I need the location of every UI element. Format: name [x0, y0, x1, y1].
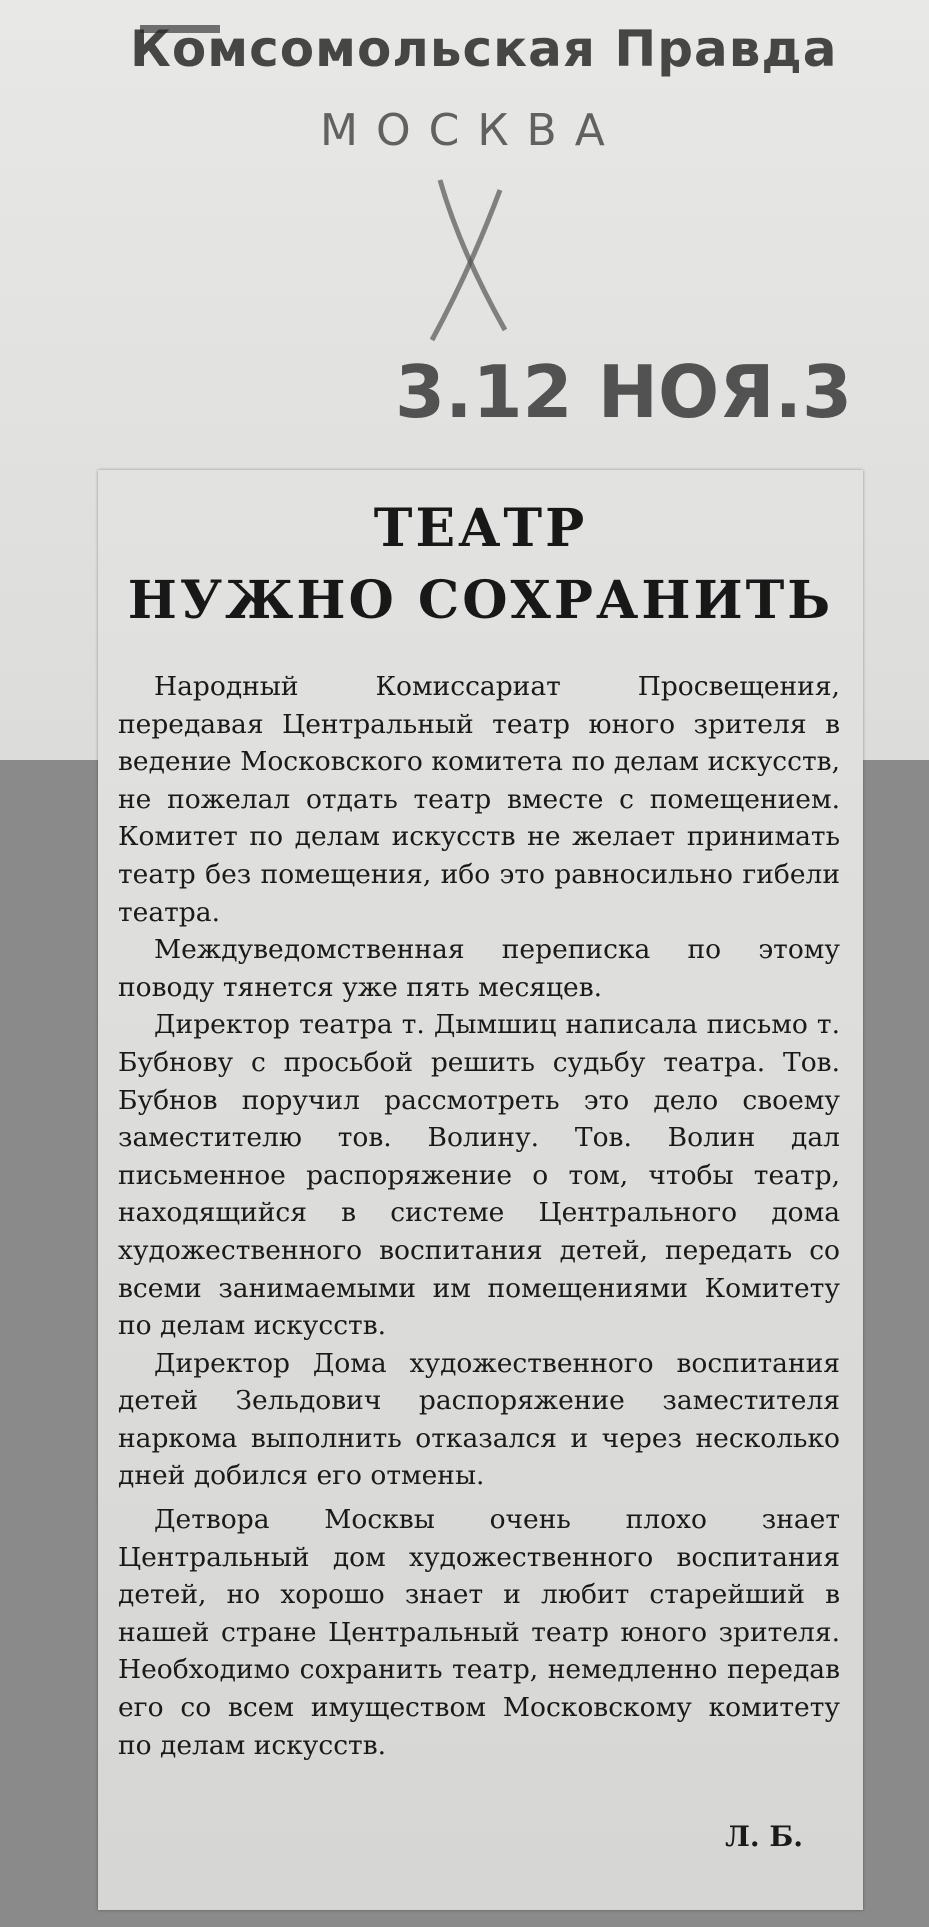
article-paragraph: Междуведомственная переписка по этому поводу тянется уже пять месяцев. [118, 934, 840, 1003]
article-paragraph: Директор театра т. Дымшиц написала письмо т. Бубнову с просьбой решить судьбу театра. Тов. Бубнов поручил рассмотреть это дело своему заместителю тов. Волину. Тов. Волин дал письменное распоряжение о том, чтобы театр, находящийся в системе Центрального дома художественного воспитания детей, передать со всеми занимаемыми им помещениями Комитету по делам искусств. [118, 1009, 840, 1342]
newspaper-clipping [98, 470, 863, 1910]
stamp-newspaper-name: Комсомольская Правда [130, 20, 838, 78]
stamp-date: 3.12 НОЯ.3 [395, 350, 853, 434]
archive-stamp [130, 20, 853, 440]
article-paragraph: Детвора Москвы очень плохо знает Центральный дом художественного воспитания детей, но хорошо знает и любит старейший в нашей стране Центральный театр юного зрителя. Необходимо сохранить театр, немедленно передав его со всем имуществом Московскому комитету по делам искусств. [118, 1504, 840, 1761]
headline-line-1: ТЕАТР [373, 498, 588, 559]
cross-mark-icon [420, 170, 510, 350]
article-paragraph: Директор Дома художественного воспитания детей Зельдович распоряжение заместителя наркома выполнить отказался и через несколько дней добился его отмены. [118, 1347, 840, 1492]
stamp-city: МОСКВА [320, 105, 623, 156]
article-signature: Л. Б. [725, 1820, 803, 1853]
headline-line-2: НУЖНО СОХРАНИТЬ [127, 570, 834, 631]
article-body [118, 668, 840, 1764]
article-paragraph: Народный Комиссариат Просвещения, передавая Центральный театр юного зрителя в ведение Московского комитета по делам искусств, не пожелал отдать театр вместе с помещением. Комитет по делам искусств не желает принимать театр без помещения, ибо это равносильно гибели театра. [118, 671, 840, 928]
